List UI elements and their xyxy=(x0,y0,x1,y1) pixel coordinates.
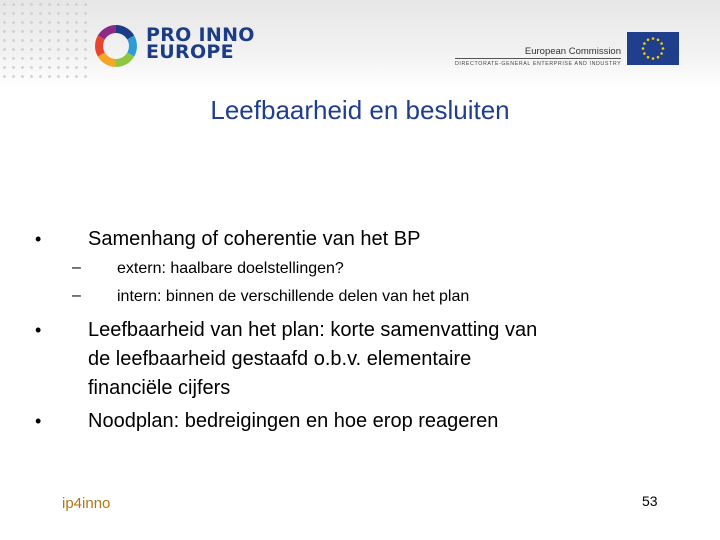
bullet-text-line: financiële cijfers xyxy=(88,377,231,399)
european-commission-text xyxy=(455,46,621,68)
logo-wordmark xyxy=(146,24,255,63)
sub-bullet-marker: – xyxy=(72,287,81,304)
ec-name: European Commission xyxy=(524,46,621,57)
logo-line-2: EUROPE xyxy=(146,41,234,63)
bullet-text: Noodplan: bedreigingen en hoe erop reageren xyxy=(88,410,499,432)
bullet-text-line: de leefbaarheid gestaafd o.b.v. elementaire xyxy=(88,348,472,370)
page-number: 53 xyxy=(642,493,658,509)
ec-directorate: DIRECTORATE-GENERAL ENTERPRISE AND INDUSTRY xyxy=(455,61,622,67)
bullet-marker: • xyxy=(35,320,42,340)
header-band xyxy=(0,0,720,90)
bullet-marker: • xyxy=(35,411,42,431)
bullet-marker: • xyxy=(35,229,42,249)
bullet-text-line: Leefbaarheid van het plan: korte samenvatting van xyxy=(88,319,538,341)
sub-bullet-marker: – xyxy=(72,259,81,276)
pro-inno-europe-logo-icon xyxy=(94,24,138,68)
bullet-text: Samenhang of coherentie van het BP xyxy=(88,228,421,250)
logo-line-1: PRO INNO xyxy=(146,24,255,46)
dot-pattern xyxy=(0,0,90,82)
ec-divider xyxy=(455,58,621,59)
eu-flag-icon xyxy=(627,32,679,65)
sub-bullet-text: intern: binnen de verschillende delen van het plan xyxy=(117,288,470,305)
slide-title: Leefbaarheid en besluiten xyxy=(210,95,510,125)
sub-bullet-text: extern: haalbare doelstellingen? xyxy=(117,260,344,277)
footer-brand: ip4inno xyxy=(62,495,111,512)
